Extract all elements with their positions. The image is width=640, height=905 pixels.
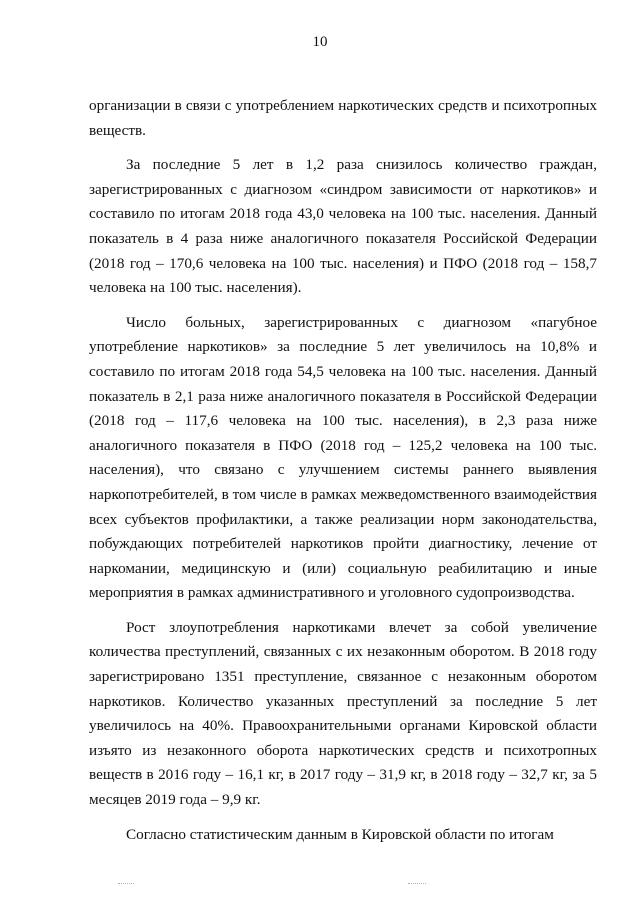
paragraph-continuation: организации в связи с употреблением наркотических средств и психотропных веществ. [89,97,597,139]
page-number: 10 [312,34,328,50]
paragraph-dependence-syndrome: За последние 5 лет в 1,2 раза снизилось количество граждан, зарегистрированных с диагнозом «синдром зависимости от наркотиков» и составило по итогам 2018 года 43,0 человека на 100 тыс. населения. Данный показатель в 4 раза ниже аналогичного показателя Российской Федерации (2018 год – 170,6 человека на 100 тыс. населения) и ПФО (2018 год – 158,7 человека на 100 тыс. населения). [89,156,597,297]
scan-artifact-left [118,883,134,885]
scan-artifact-right [408,883,426,885]
document-body [89,94,597,857]
paragraph-crime-statistics: Рост злоупотребления наркотиками влечет за собой увеличение количества преступлений, связанных с их незаконным оборотом. В 2018 году зарегистрировано 1351 преступление, связанное с незаконным оборотом наркотиков. Количество указанных преступлений за последние 5 лет увеличилось на 40%. Правоохранительными органами Кировской области изъято из незаконного оборота наркотических средств и психотропных веществ в 2016 году – 16,1 кг, в 2017 году – 31,9 кг, в 2018 году – 32,7 кг, за 5 месяцев 2019 года – 9,9 кг. [89,618,597,809]
paragraph-statistics-start: Согласно статистическим данным в Кировской области по итогам [126,825,554,843]
paragraph-harmful-use: Число больных, зарегистрированных с диагнозом «пагубное употребление наркотиков» за последние 5 лет увеличилось на 10,8% и составило по итогам 2018 года 54,5 человека на 100 тыс. населения. Данный показатель в 2,1 раза ниже аналогичного показателя в Российской Федерации (2018 год – 117,6 человека на 100 тыс. населения), в 2,3 раза ниже аналогичного показателя в ПФО (2018 год – 125,2 человека на 100 тыс. населения), что связано с улучшением системы раннего выявления наркопотребителей, в том числе в рамках межведомственного взаимодействия всех субъектов профилактики, а также реализации норм законодательства, побуждающих потребителей наркотиков пройти диагностику, лечение от наркомании, медицинскую и (или) социальную реабилитацию и иные мероприятия в рамках административного и уголовного судопроизводства. [89,313,598,602]
